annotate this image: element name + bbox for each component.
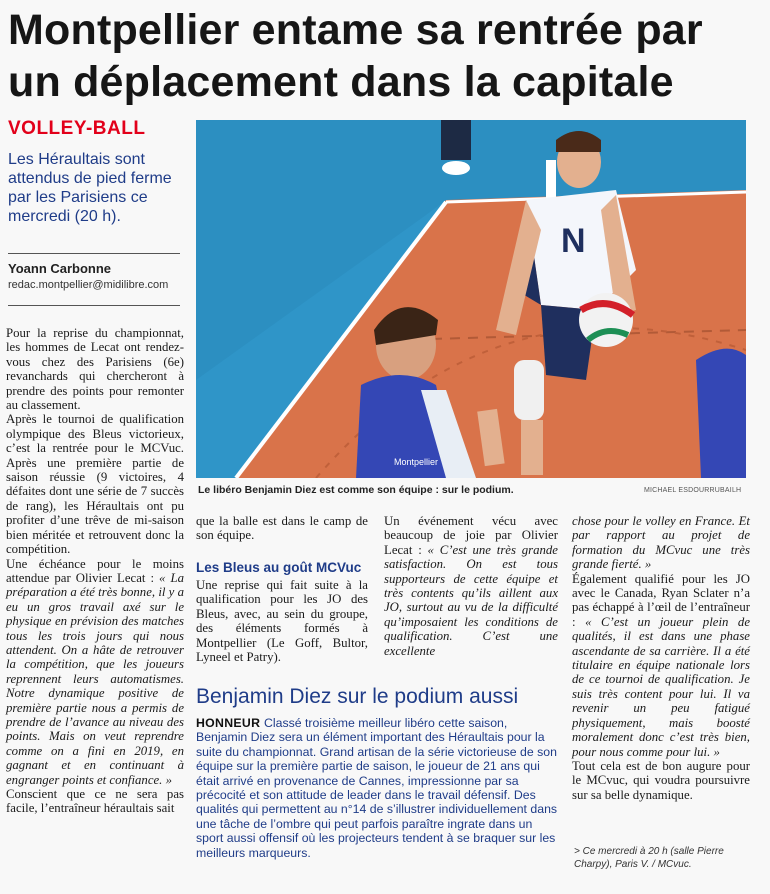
jersey-text: Montpellier	[394, 457, 439, 467]
player-partial	[696, 349, 746, 478]
subheading: Les Bleus au goût MCVuc	[196, 560, 362, 575]
volleyball-court-illustration	[196, 120, 746, 478]
paragraph	[572, 572, 750, 759]
paragraph: Tout cela est de bon augure pour le MCvuc, qui voudra poursuivre sur sa belle dynamique.	[572, 758, 750, 802]
paragraph	[6, 557, 184, 788]
paragraph: Pour la reprise du championnat, les hommes de Lecat ont rendez-vous chez des Parisiens (6e) revanchards qui chercheront à prendre des points pour remonter au classement.	[6, 326, 184, 413]
section-label: HONNEUR	[196, 716, 264, 730]
paragraph: Une reprise qui fait suite à la qualification pour les JO des Bleus, avec, au sein du groupe, des éléments formés à Montpellier (Le Goff, Bultor, Lyneel et Patry).	[196, 578, 368, 665]
headline-line-2: un déplacement dans la capitale	[8, 58, 674, 106]
article-column-2-continued	[196, 578, 368, 664]
article-photo	[196, 120, 746, 478]
quote: « C’est une très grande satisfaction. On est tous supporteurs de cette équipe et très contents qu’ils aillent aux JO, surtout au vu de la difficulté qu’imposaient les conditions de qualification. C’est une excellente	[384, 542, 558, 658]
match-info: > Ce mercredi à 20 h (salle Pierre Charpy), Paris V. / MCvuc.	[574, 846, 724, 870]
article-column-4	[572, 514, 750, 802]
quote: chose pour le volley en France. Et par rapport au projet de formation du MCvuc une très grande fierté. »	[572, 514, 750, 572]
divider	[8, 253, 180, 254]
chapo-lead: Les Héraultais sont attendus de pied ferme par les Parisiens ce mercredi (20 h).	[8, 151, 172, 225]
section-text: Classé troisième meilleur libéro cette saison, Benjamin Diez sera un élément important des Héraultais pour la suite du championnat. Grand artisan de la série victorieuse de son équipe sur la première partie de saison, le joueur de 21 ans qui était arrivé en provenance de Cannes, impressionne par sa précocité et son attitude de leader dans le travail défensif. Des qualités qui permettent au n°14 de s’illustrer individuellement dans une tâche de l’ombre qui peut parfois paraître ingrate dans un sport aussi offensif où les projecteurs tendent à se braquer sur les meilleurs marqueurs.	[196, 716, 558, 860]
article-column-1	[6, 326, 184, 816]
quote-intro: Également qualifié pour les JO avec le Canada, Ryan Sclater n’a pas échappé à l’œil de l’entraîneur :	[572, 571, 750, 629]
quote: « La préparation a été très bonne, il y a eu un gros travail axé sur le physique en prévision des matches tous les trois jours qui nous attendent. On a hâte de retrouver la compétition, que les joueurs reprennent leurs automatismes. Notre dynamique positive de première partie nous a permis de prendre de l’avance au niveau des points. Mais on veut reprendre comme on a fini en 2019, en gagnant et en continuant à engranger points et confiance. »	[6, 570, 184, 787]
divider	[8, 305, 180, 306]
article-column-2	[196, 514, 368, 543]
headline-line-1: Montpellier entame sa rentrée par	[8, 6, 703, 54]
article-column-3	[384, 514, 558, 658]
headline	[8, 4, 763, 108]
paragraph: que la balle est dans le camp de son équipe.	[196, 514, 368, 543]
photo-caption: Le libéro Benjamin Diez est comme son équipe : sur le podium.	[198, 484, 514, 496]
author-email[interactable]: redac.montpellier@midilibre.com	[8, 279, 169, 291]
quote-intro: Une échéance pour le moins attendue par Olivier Lecat :	[6, 556, 184, 585]
section-rubric: VOLLEY-BALL	[8, 118, 146, 139]
quote-intro: Un événement vécu avec beaucoup de joie par Olivier Lecat :	[384, 514, 558, 557]
section-title: Benjamin Diez sur le podium aussi	[196, 685, 519, 708]
paragraph	[384, 514, 558, 658]
author-name: Yoann Carbonne	[8, 261, 112, 276]
quote: « C’est un joueur plein de qualités, il est dans une phase ascendante de sa carrière. Il a été titulaire en équipe nationale lors de ce tournoi de qualification. Je suis très content pour lui. Il va revenir un peu fatigué physiquement, mais boosté moralement donc c’est très bien, pour nous comme pour lui. »	[572, 614, 751, 759]
jersey-number: N	[561, 222, 586, 260]
paragraph: Après le tournoi de qualification olympique des Bleus victorieux, c’est la rentrée pour le MCVuc. Après une première partie de saison réussie (9 victoires, 4 défaites dont une série de 7 succès de rang), les Héraultais ont pu profiter d’une trêve de mi-saison bien méritée et retrouvent donc la compétition.	[6, 412, 184, 557]
photo-credit: MICHAEL ESDOURRUBAILH	[644, 487, 742, 494]
section-body	[196, 716, 558, 860]
volleyball-icon	[579, 293, 633, 347]
paragraph: Conscient que ce ne sera pas facile, l’entraîneur héraultais sait	[6, 787, 184, 816]
